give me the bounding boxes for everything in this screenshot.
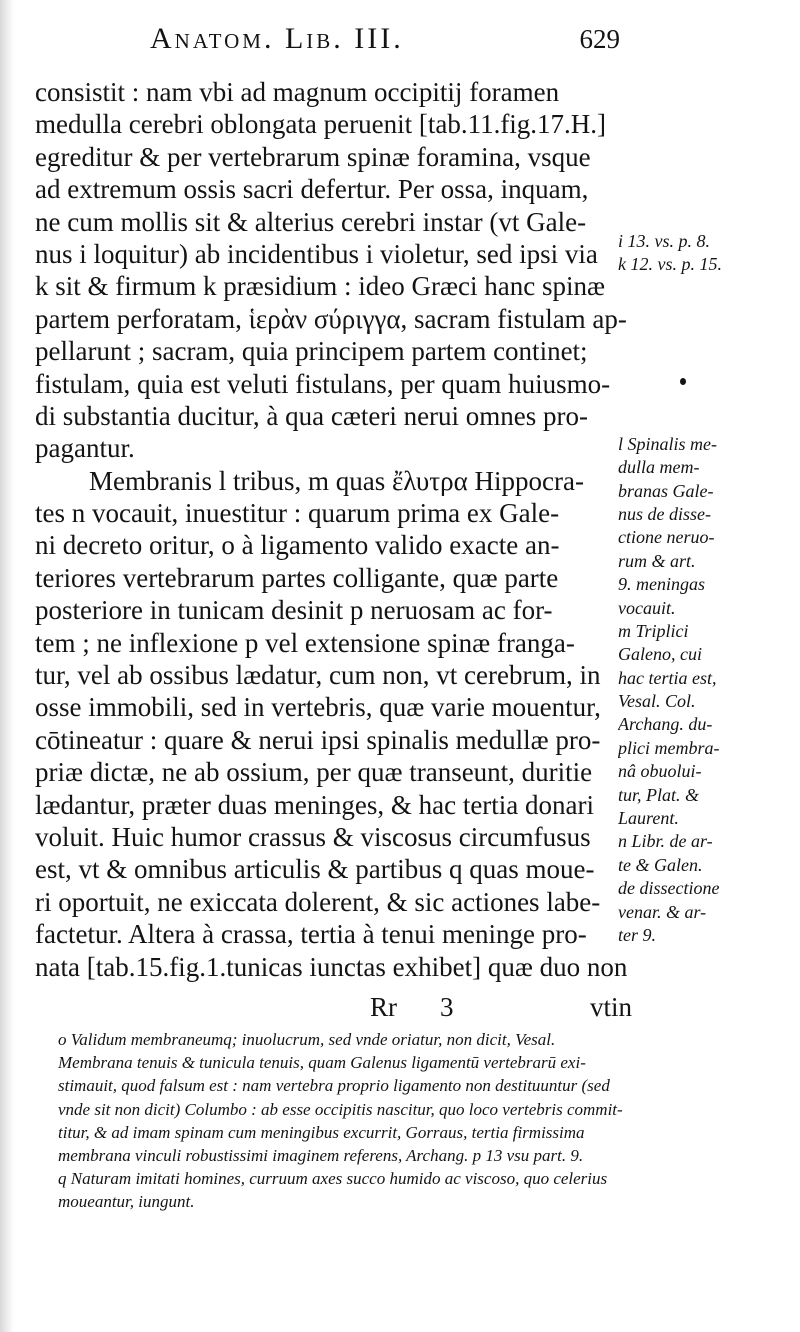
text-line: pagantur. bbox=[35, 433, 135, 464]
footnote-line: moueantur, iungunt. bbox=[58, 1192, 195, 1212]
main-text-block bbox=[35, 76, 630, 983]
text-line: nus i loquitur) ab incidentibus i violetur, sed ipsi via bbox=[35, 238, 598, 269]
margin-note-line: tur, Plat. & bbox=[618, 784, 700, 805]
footnote-line: vnde sit non dicit) Columbo : ab esse occipitis nascitur, quo loco vertebris commit- bbox=[58, 1099, 623, 1119]
footnote-line: q Naturam imitati homines, curruum axes succo humido ac viscoso, quo celerius bbox=[58, 1169, 608, 1189]
text-line: ad extremum ossis sacri defertur. Per ossa, inquam, bbox=[35, 174, 589, 205]
footnote-line: o Validum membraneumq; inuolucrum, sed vnde oriatur, non dicit, Vesal. bbox=[58, 1030, 556, 1049]
page-number: 629 bbox=[579, 24, 620, 54]
margin-note-line: ctione neruo- bbox=[618, 527, 715, 548]
page-gutter-shadow bbox=[0, 0, 14, 1332]
footnote-line: Membrana tenuis & tunicula tenuis, quam Galenus ligamentū vertebrarū exi- bbox=[58, 1053, 586, 1073]
footnotes-block bbox=[58, 1028, 778, 1214]
text-line: priæ dictæ, ne ab ossium, per quæ transeunt, duritie bbox=[35, 757, 593, 788]
text-line: Membranis l tribus, m quas ἔλυτρα Hippocra- bbox=[89, 465, 584, 496]
text-line: tem ; ne inflexione p vel extensione spinæ franga- bbox=[35, 627, 575, 658]
text-line: fistulam, quia est veluti fistulans, per quam huiusmo- bbox=[35, 368, 611, 399]
text-line: consistit : nam vbi ad magnum occipitij foramen bbox=[35, 77, 560, 107]
margin-note-line: Archang. du- bbox=[618, 714, 713, 735]
text-line: tes n vocauit, inuestitur : quarum prima ex Gale- bbox=[35, 498, 560, 529]
ink-dot bbox=[680, 378, 686, 385]
text-line: ni decreto oritur, o à ligamento valido exacte an- bbox=[35, 530, 560, 561]
text-line: factetur. Altera à crassa, tertia à tenui meninge pro- bbox=[35, 919, 587, 950]
text-line: di substantia ducitur, à qua cæteri nerui omnes pro- bbox=[35, 400, 589, 431]
margin-note-line: Galeno, cui bbox=[618, 644, 702, 665]
text-line: voluit. Huic humor crassus & viscosus circumfusus bbox=[35, 821, 591, 852]
margin-note-line: 9. meningas bbox=[618, 574, 705, 595]
text-line: teriores vertebrarum partes colligante, quæ parte bbox=[35, 562, 559, 593]
margin-note-line: te & Galen. bbox=[618, 854, 703, 875]
margin-note-line: i 13. vs. p. 8. bbox=[618, 231, 710, 251]
margin-note-line: hac tertia est, bbox=[618, 667, 717, 688]
running-head-title: Anatom. Lib. III. bbox=[150, 22, 404, 55]
margin-note-line: venar. & ar- bbox=[618, 901, 707, 922]
margin-note-line: branas Gale- bbox=[618, 480, 714, 501]
margin-note-line: de dissectione bbox=[618, 878, 720, 899]
margin-note-line: l Spinalis me- bbox=[618, 433, 717, 454]
text-line: egreditur & per vertebrarum spinæ foramina, vsque bbox=[35, 141, 591, 172]
text-line: nata [tab.15.fig.1.tunicas iunctas exhibet] quæ duo non bbox=[35, 951, 628, 982]
margin-gap bbox=[618, 277, 798, 433]
margin-note-line: k 12. vs. p. 15. bbox=[618, 254, 722, 275]
text-line: partem perforatam, ἱερὰν σύριγγα, sacram fistulam ap- bbox=[35, 303, 627, 334]
signature-mark: Rr bbox=[370, 992, 397, 1022]
margin-note-line: m Triplici bbox=[618, 620, 689, 641]
text-line: ne cum mollis sit & alterius cerebri instar (vt Gale- bbox=[35, 206, 587, 237]
text-line: ri oportuit, ne exiccata dolerent, & sic actiones labe- bbox=[35, 886, 601, 917]
text-line: est, vt & omnibus articulis & partibus q quas moue- bbox=[35, 854, 595, 885]
footnote-line: stimauit, quod falsum est : nam vertebra proprio ligamento non destituuntur (sed bbox=[58, 1076, 610, 1096]
catchword: vtin bbox=[589, 992, 632, 1022]
margin-note-line: vocauit. bbox=[618, 597, 676, 618]
margin-note-line: rum & art. bbox=[618, 550, 696, 571]
margin-note-line: nâ obuolui- bbox=[618, 761, 702, 782]
text-line: pellarunt ; sacram, quia principem partem continet; bbox=[35, 336, 588, 367]
text-line: posteriore in tunicam desinit p neruosam ac for- bbox=[35, 595, 553, 626]
text-line: medulla cerebri oblongata peruenit [tab.11.fig.17.H.] bbox=[35, 109, 607, 140]
signature-line bbox=[370, 992, 632, 1028]
footnote-line: membrana vinculi robustissimi imaginem referens, Archang. p 13 vsu part. 9. bbox=[58, 1145, 584, 1165]
footnote-line: titur, & ad imam spinam cum meningibus excurrit, Gorraus, tertia firmissima bbox=[58, 1122, 585, 1142]
text-line: k sit & firmum k præsidium : ideo Græci hanc spinæ bbox=[35, 271, 605, 302]
margin-note-line: Vesal. Col. bbox=[618, 691, 696, 712]
text-line: lædantur, præter duas meninges, & hac tertia donari bbox=[35, 789, 595, 820]
margin-note-line: ter 9. bbox=[618, 924, 656, 945]
text-line: cōtineatur : quare & nerui ipsi spinalis medullæ pro- bbox=[35, 724, 601, 755]
running-head bbox=[150, 22, 620, 64]
margin-notes bbox=[618, 230, 798, 947]
margin-note-line: n Libr. de ar- bbox=[618, 831, 713, 852]
margin-note-line: dulla mem- bbox=[618, 457, 700, 478]
margin-note-line: plici membra- bbox=[618, 737, 720, 758]
text-line: osse immobili, sed in vertebris, quæ varie mouentur, bbox=[35, 692, 601, 723]
margin-note-line: Laurent. bbox=[618, 808, 679, 829]
text-line: tur, vel ab ossibus lædatur, cum non, vt cerebrum, in bbox=[35, 660, 601, 691]
signature-number: 3 bbox=[440, 992, 454, 1022]
margin-note-line: nus de disse- bbox=[618, 503, 711, 524]
